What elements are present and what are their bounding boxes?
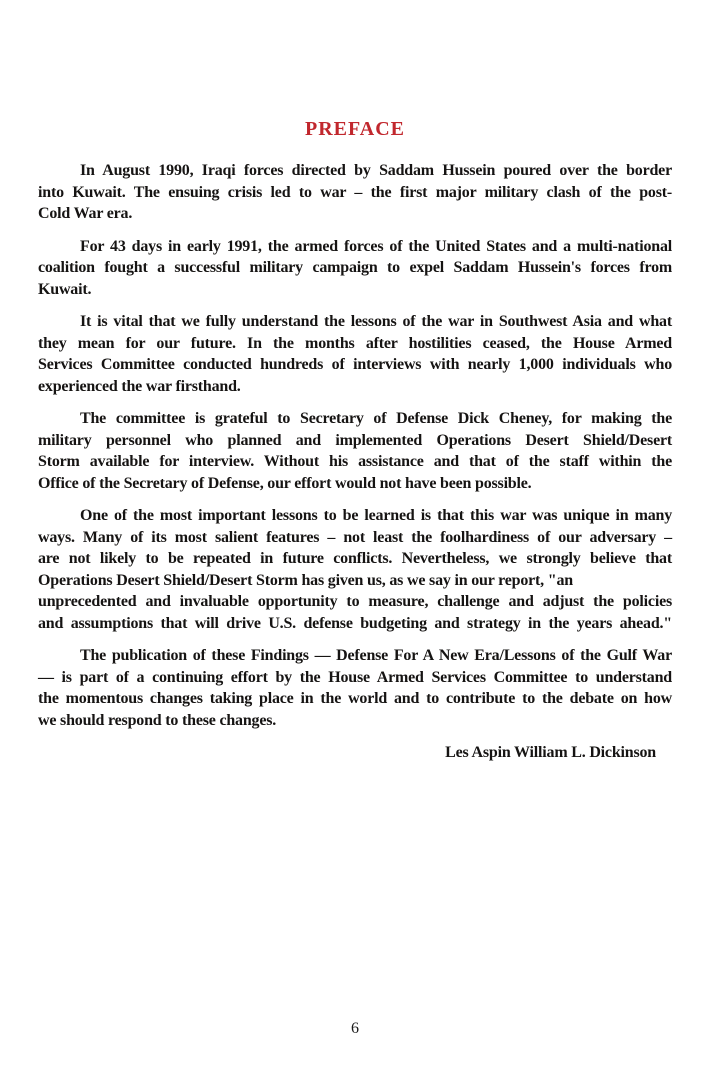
text-line: and assumptions that will drive U.S. defense budgeting and strategy in the years ahead." [38,614,672,632]
text-line: are not likely to be repeated in future conflicts. Nevertheless, we strongly believe that [38,550,672,567]
text-line: — is part of a continuing effort by the House Armed Services Committee to understand [38,668,672,686]
page-number: 6 [351,1020,359,1037]
text-line: It is vital that we fully understand the lessons of the war in Southwest Asia and what [80,313,672,330]
paragraph [38,505,672,634]
text-line: Operations Desert Shield/Desert Storm has given us, as we say in our report, "an [38,571,573,589]
text-line: we should respond to these changes. [38,711,277,729]
text-line: they mean for our future. In the months after hostilities ceased, the House Armed [38,334,672,352]
paragraph [38,645,672,731]
text-line: experienced the war firsthand. [38,377,241,395]
text-line: unprecedented and invaluable opportunity to measure, challenge and adjust the policies [38,593,672,610]
text-line: One of the most important lessons to be learned is that this war was unique in many [80,507,672,524]
text-line: into Kuwait. The ensuing crisis led to war – the first major military clash of the post- [38,183,672,201]
text-line: For 43 days in early 1991, the armed forces of the United States and a multi-national [80,237,672,255]
text-line: Cold War era. [38,205,133,222]
text-block [38,118,672,764]
text-line: Services Committee conducted hundreds of interviews with nearly 1,000 individuals who [38,356,672,373]
text-line: the momentous changes taking place in the world and to contribute to the debate on how [38,690,672,707]
text-line: Kuwait. [38,280,92,298]
text-line: military personnel who planned and implemented Operations Desert Shield/Desert [38,431,672,449]
paragraph [38,311,672,397]
text-line: coalition fought a successful military campaign to expel Saddam Hussein's forces from [38,259,672,276]
text-line: The committee is grateful to Secretary of Defense Dick Cheney, for making the [80,410,672,427]
page-title: PREFACE [305,118,405,140]
text-line: ways. Many of its most salient features – not least the foolhardiness of our adversary – [38,528,672,546]
text-line: Storm available for interview. Without his assistance and that of the staff within the [38,453,672,470]
paragraph [38,160,672,225]
paragraph [38,236,672,301]
signature-line: Les Aspin William L. Dickinson [445,744,656,761]
text-line: The publication of these Findings — Defense For A New Era/Lessons of the Gulf War [80,647,672,664]
text-line: In August 1990, Iraqi forces directed by Saddam Hussein poured over the border [80,162,672,179]
paragraph [38,408,672,494]
text-line: Office of the Secretary of Defense, our effort would not have been possible. [38,474,532,492]
